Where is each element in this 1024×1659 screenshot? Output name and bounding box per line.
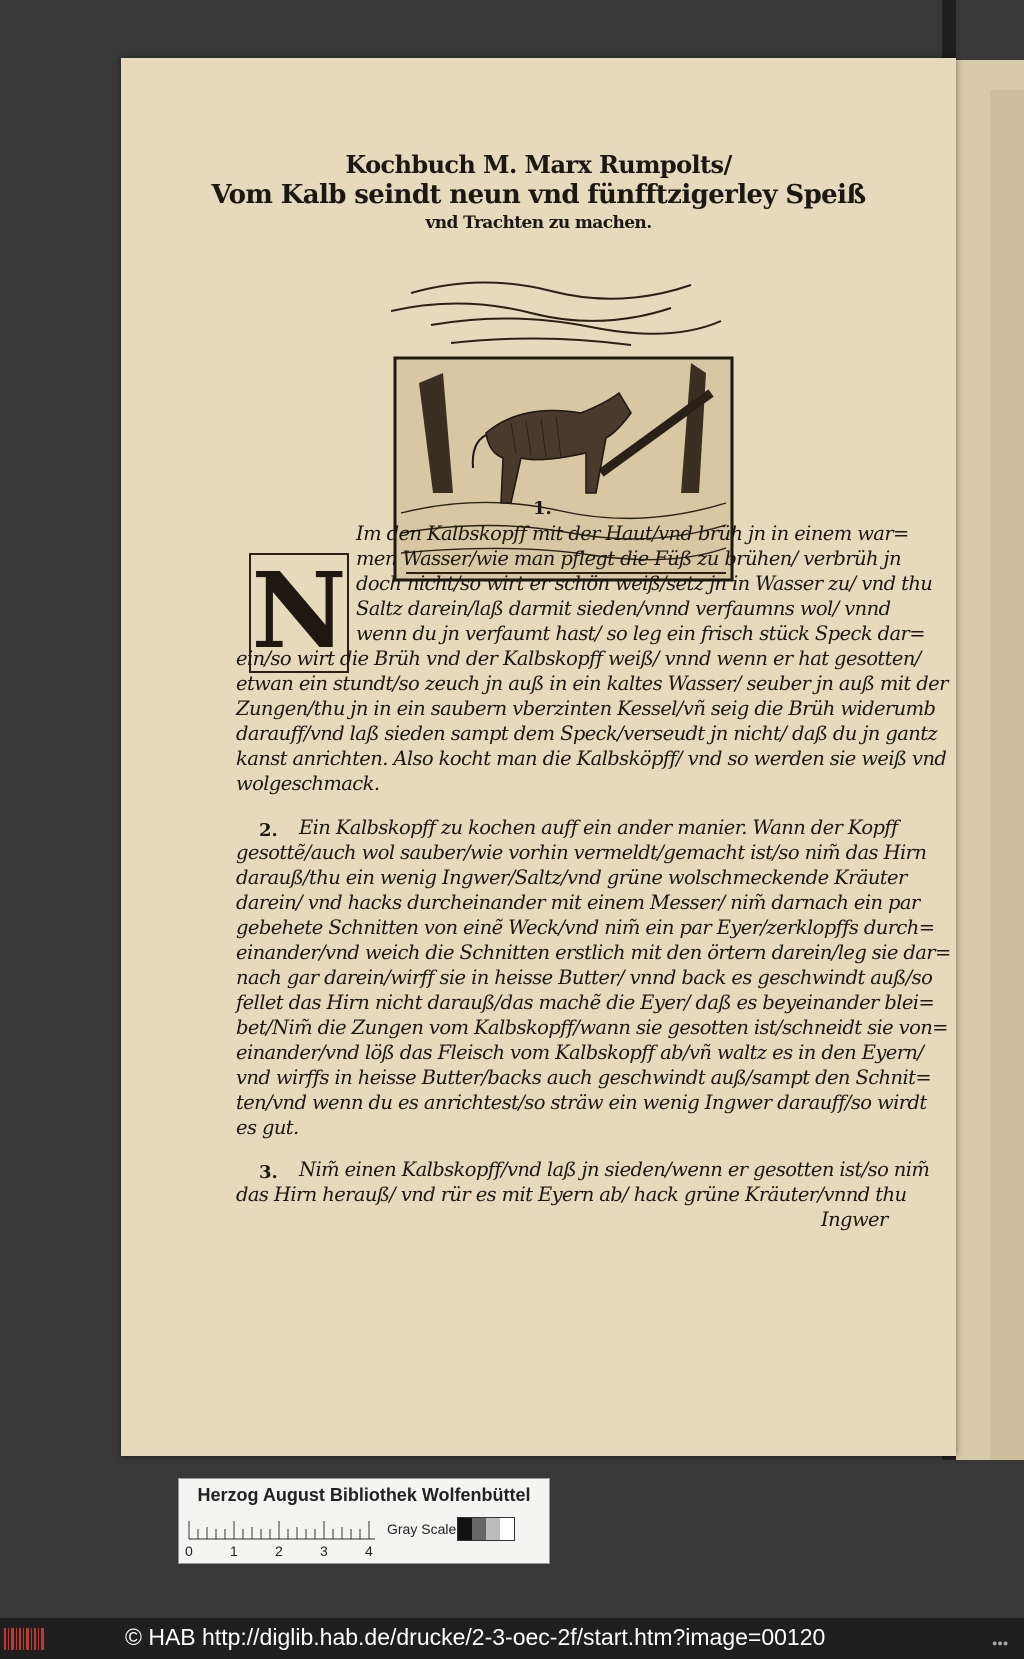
text-line: Ein Kalbskopff zu kochen auff ein ander manier. Wann der Kopff [299, 816, 898, 839]
text-line: doch nicht/so wirt er schön weiß/setz jn in Wasser zu/ vnd thu [356, 572, 933, 595]
catchword: Ingwer [821, 1208, 888, 1231]
ruler-tick: 1 [230, 1543, 238, 1559]
text-line: Nim̃ einen Kalbskopff/vnd laß jn sieden/wenn er gesotten ist/so nim̃ [299, 1158, 930, 1181]
recipe-number: 1. [533, 498, 552, 519]
copyright-link[interactable]: © HAB http://diglib.hab.de/drucke/2-3-oec-2f/start.htm?image=00120 [125, 1624, 826, 1650]
footer-bar [0, 1618, 1024, 1659]
text-line: wenn du jn verfaumt hast/ so leg ein frisch stück Speck dar= [356, 622, 926, 645]
text-line: darein/ vnd hacks durcheinander mit einem Messer/ nim̃ darnach ein par [236, 891, 920, 914]
gray-scale-label: Gray Scale [387, 1521, 457, 1537]
text-line: gebehete Schnitten von einẽ Weck/vnd nim̃ ein par Eyer/zerklopffs durch= [236, 916, 935, 939]
text-line: ein/so wirt die Brüh vnd der Kalbskopff weiß/ vnnd wenn er hat gesotten/ [236, 647, 921, 670]
page-title-line-3: vnd Trachten zu machen. [425, 213, 652, 233]
recipe-number: 2. [259, 820, 278, 841]
text-line: ten/vnd wenn du es anrichtest/so sträw ein wenig Ingwer darauff/so wirdt [236, 1091, 927, 1114]
text-line: nach gar darein/wirff sie in heisse Butter/ vnnd back es geschwindt auß/so [236, 966, 933, 989]
text-line: Saltz darein/laß darmit sieden/vnnd verfaumns wol/ vnnd [356, 597, 891, 620]
ruler-tick: 0 [185, 1543, 193, 1559]
page-title-line-1: Kochbuch M. Marx Rumpolts/ [345, 150, 732, 179]
gray-scale-swatches [457, 1517, 515, 1541]
initial-letter: N [251, 549, 347, 672]
dots-icon: ●●● [992, 1638, 1009, 1648]
text-line: einander/vnd löß das Fleisch vom Kalbskopff ab/vñ waltz es in den Eyern/ [236, 1041, 924, 1064]
text-line: fellet das Hirn nicht darauß/das machẽ die Eyer/ daß es beyeinander blei= [236, 991, 935, 1014]
text-line: es gut. [236, 1116, 299, 1139]
text-line: etwan ein stundt/so zeuch jn auß in ein kaltes Wasser/ seuber jn auß mit der [236, 672, 948, 695]
ruler-icon [187, 1519, 377, 1541]
barcode-icon [2, 1626, 46, 1652]
text-line: Zungen/thu jn in ein saubern vberzinten Kessel/vñ seig die Brüh widerumb [236, 697, 936, 720]
recipe-number: 3. [259, 1162, 278, 1183]
text-line: darauff/vnd laß sieden sampt dem Speck/verseudt jn nicht/ daß du jn gantz [236, 722, 938, 745]
text-line: darauß/thu ein wenig Ingwer/Saltz/vnd grüne wolschmeckende Kräuter [236, 866, 907, 889]
text-line: kanst anrichten. Also kocht man die Kalbsköpff/ vnd so werden sie weiß vnd [236, 747, 947, 770]
ruler-tick: 4 [365, 1543, 373, 1559]
text-line: einander/vnd weich die Schnitten erstlich mit den örtern darein/leg sie dar= [236, 941, 951, 964]
page-title-line-2: Vom Kalb seindt neun vnd fünfftzigerley Speiß [211, 180, 866, 210]
scale-card [178, 1478, 550, 1564]
library-name: Herzog August Bibliothek Wolfenbüttel [197, 1485, 531, 1505]
text-line: gesottẽ/auch wol sauber/wie vorhin vermeldt/gemacht ist/so nim̃ das Hirn [236, 841, 927, 864]
ruler-tick: 3 [320, 1543, 328, 1559]
text-line: men Wasser/wie man pflegt die Füß zu brühen/ verbrüh jn [356, 547, 901, 570]
book-page [121, 58, 956, 1456]
text-line: wolgeschmack. [236, 772, 380, 795]
text-line: vnd wirffs in heisse Butter/backs auch geschwindt auß/sampt den Schnit= [236, 1066, 932, 1089]
text-line: Im den Kalbskopff mit der Haut/vnd brüh jn in einem war= [356, 522, 909, 545]
facing-page-edge-shadow [990, 90, 1024, 1460]
text-line: bet/Nim̃ die Zungen vom Kalbskopff/wann sie gesotten ist/schneidt sie von= [236, 1016, 948, 1039]
text-line: das Hirn herauß/ vnd rür es mit Eyern ab/ hack grüne Kräuter/vnnd thu [236, 1183, 907, 1206]
ruler-tick: 2 [275, 1543, 283, 1559]
